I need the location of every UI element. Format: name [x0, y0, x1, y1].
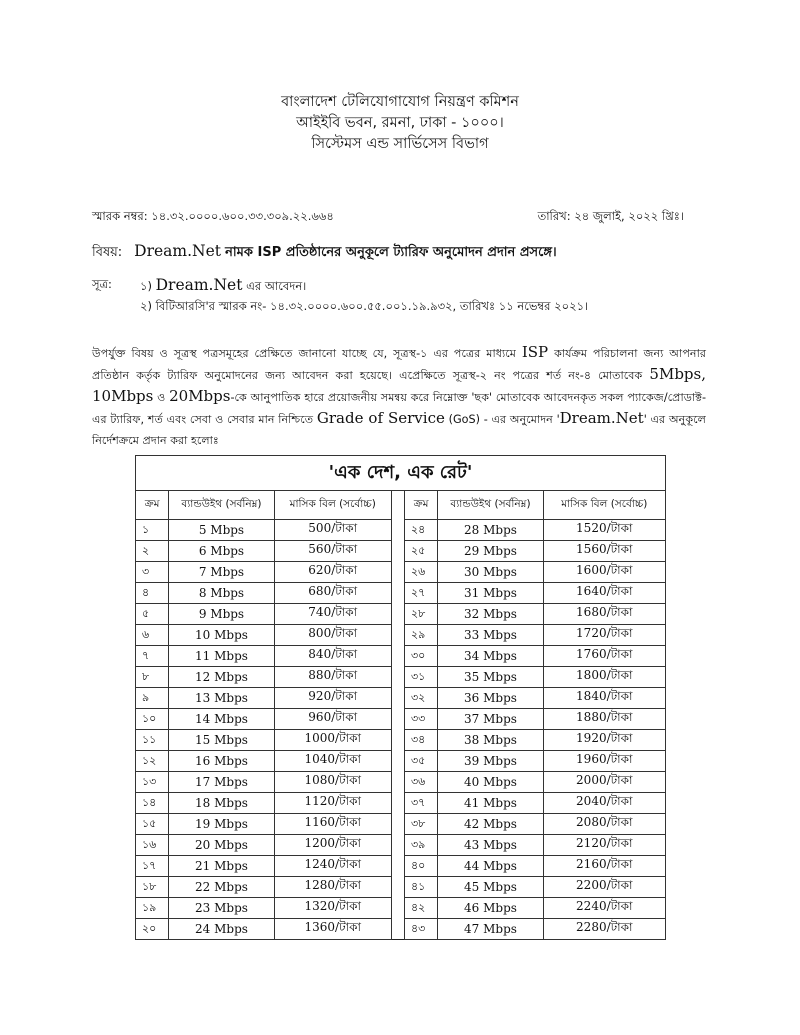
body-text-3: ও: [153, 391, 170, 404]
table-row: [136, 730, 666, 751]
price-cell: 1960/টাকা: [543, 751, 665, 772]
subject-isp-name: Dream.Net: [134, 242, 221, 260]
serial-cell: ১০: [136, 709, 169, 730]
price-cell: 1760/টাকা: [543, 646, 665, 667]
table-row: [136, 835, 666, 856]
memo-date: তারিখ: ২৪ জুলাই, ২০২২ খ্রিঃ।: [537, 209, 684, 223]
price-cell: 1800/টাকা: [543, 667, 665, 688]
price-cell: 1160/টাকা: [274, 814, 391, 835]
price-cell: 1120/টাকা: [274, 793, 391, 814]
serial-cell: ১১: [136, 730, 169, 751]
serial-cell: ৪২: [405, 898, 438, 919]
column-gap: [391, 772, 404, 793]
serial-cell: ১৭: [136, 856, 169, 877]
table-row: [136, 898, 666, 919]
column-gap: [391, 709, 404, 730]
serial-cell: ২৭: [405, 583, 438, 604]
bandwidth-cell: 30 Mbps: [438, 562, 543, 583]
price-cell: 2280/টাকা: [543, 919, 665, 940]
table-row: [136, 919, 666, 940]
serial-cell: ৩: [136, 562, 169, 583]
table-row: [136, 709, 666, 730]
bandwidth-cell: 9 Mbps: [169, 604, 274, 625]
body-speeds: 5Mbps, 10Mbps: [92, 365, 706, 405]
organization-name: বাংলাদেশ টেলিযোগাযোগ নিয়ন্ত্রণ কমিশন: [281, 94, 519, 110]
body-text-5: (GoS) - এর অনুমোদন ': [444, 413, 560, 426]
bandwidth-cell: 36 Mbps: [438, 688, 543, 709]
bandwidth-cell: 15 Mbps: [169, 730, 274, 751]
table-row: [136, 667, 666, 688]
price-cell: 1920/টাকা: [543, 730, 665, 751]
bandwidth-cell: 47 Mbps: [438, 919, 543, 940]
price-cell: 740/টাকা: [274, 604, 391, 625]
serial-cell: ২৬: [405, 562, 438, 583]
table-row: [136, 688, 666, 709]
header-bill-right: মাসিক বিল (সর্বোচ্চ): [543, 491, 665, 520]
column-gap: [391, 856, 404, 877]
bandwidth-cell: 6 Mbps: [169, 541, 274, 562]
serial-cell: ২৯: [405, 625, 438, 646]
serial-cell: ৭: [136, 646, 169, 667]
serial-cell: ৩৯: [405, 835, 438, 856]
bandwidth-cell: 35 Mbps: [438, 667, 543, 688]
body-text-4: -কে আনুপাতিক হারে প্রয়োজনীয় সমন্বয় করে নিম্নোক্ত 'ছক' মোতাবেক আবেদনকৃত সকল প্যাকেজ/প্রোডাক্ট-এর ট্যারিফ, শর্ত এবং সেবা ও সেবার মান নিশ্চিতে: [92, 391, 706, 426]
bandwidth-cell: 7 Mbps: [169, 562, 274, 583]
price-cell: 1200/টাকা: [274, 835, 391, 856]
bandwidth-cell: 37 Mbps: [438, 709, 543, 730]
body-speed-3: 20Mbps: [169, 387, 231, 405]
column-gap: [391, 751, 404, 772]
bandwidth-cell: 41 Mbps: [438, 793, 543, 814]
table-row: [136, 772, 666, 793]
price-cell: 1720/টাকা: [543, 625, 665, 646]
price-cell: 2160/টাকা: [543, 856, 665, 877]
column-gap: [391, 688, 404, 709]
table-row: [136, 541, 666, 562]
column-gap: [391, 491, 404, 520]
serial-cell: ১৫: [136, 814, 169, 835]
serial-cell: ৩৭: [405, 793, 438, 814]
bandwidth-cell: 14 Mbps: [169, 709, 274, 730]
serial-cell: ৩০: [405, 646, 438, 667]
serial-cell: ২৫: [405, 541, 438, 562]
serial-cell: ১৯: [136, 898, 169, 919]
reference-1-name: Dream.Net: [155, 276, 243, 294]
column-gap: [391, 919, 404, 940]
reference-1: [140, 276, 306, 297]
bandwidth-cell: 12 Mbps: [169, 667, 274, 688]
column-gap: [391, 646, 404, 667]
price-cell: 1880/টাকা: [543, 709, 665, 730]
column-gap: [391, 835, 404, 856]
bandwidth-cell: 8 Mbps: [169, 583, 274, 604]
price-cell: 1000/টাকা: [274, 730, 391, 751]
bandwidth-cell: 46 Mbps: [438, 898, 543, 919]
column-gap: [391, 583, 404, 604]
bandwidth-cell: 42 Mbps: [438, 814, 543, 835]
price-cell: 2200/টাকা: [543, 877, 665, 898]
column-gap: [391, 814, 404, 835]
serial-cell: ১৪: [136, 793, 169, 814]
header-bandwidth-right: ব্যান্ডউইথ (সর্বনিম্ন): [438, 491, 543, 520]
price-cell: 960/টাকা: [274, 709, 391, 730]
references-label: সূত্র:: [92, 277, 112, 291]
price-cell: 500/টাকা: [274, 520, 391, 541]
column-gap: [391, 877, 404, 898]
serial-cell: ৬: [136, 625, 169, 646]
price-cell: 620/টাকা: [274, 562, 391, 583]
price-cell: 1040/টাকা: [274, 751, 391, 772]
table-row: [136, 604, 666, 625]
serial-cell: ৩৪: [405, 730, 438, 751]
serial-cell: ১৬: [136, 835, 169, 856]
table-title: 'এক দেশ, এক রেট': [136, 456, 666, 491]
serial-cell: ১৩: [136, 772, 169, 793]
subject-label: বিষয়:: [92, 245, 123, 260]
price-cell: 2240/টাকা: [543, 898, 665, 919]
bandwidth-cell: 10 Mbps: [169, 625, 274, 646]
price-cell: 1560/টাকা: [543, 541, 665, 562]
reference-1-prefix: ১): [140, 279, 156, 293]
serial-cell: ২৮: [405, 604, 438, 625]
table-row: [136, 814, 666, 835]
reference-2: ২) বিটিআরসি'র স্মারক নং- ১৪.৩২.০০০০.৬০০.৫৫.০০১.১৯.৯৩২, তারিখঃ ১১ নভেম্বর ২০২১।: [140, 299, 589, 313]
column-gap: [391, 625, 404, 646]
bandwidth-cell: 22 Mbps: [169, 877, 274, 898]
bandwidth-cell: 38 Mbps: [438, 730, 543, 751]
table-header-row: [136, 491, 666, 520]
bandwidth-cell: 17 Mbps: [169, 772, 274, 793]
column-gap: [391, 604, 404, 625]
bandwidth-cell: 20 Mbps: [169, 835, 274, 856]
price-cell: 1280/টাকা: [274, 877, 391, 898]
serial-cell: ৩৬: [405, 772, 438, 793]
price-cell: 680/টাকা: [274, 583, 391, 604]
price-cell: 2120/টাকা: [543, 835, 665, 856]
body-text-1: উপর্যুক্ত বিষয় ও সূত্রস্থ পত্রসমূহের প্রেক্ষিতে জানানো যাচ্ছে যে, সূত্রস্থ-১ এর পত্রের মাধ্যমে: [92, 347, 522, 360]
serial-cell: ৩১: [405, 667, 438, 688]
bandwidth-cell: 19 Mbps: [169, 814, 274, 835]
subject-text: নামক ISP প্রতিষ্ঠানের অনুকূলে ট্যারিফ অনুমোদন প্রদান প্রসঙ্গে।: [225, 245, 557, 260]
serial-cell: ৯: [136, 688, 169, 709]
price-cell: 840/টাকা: [274, 646, 391, 667]
bandwidth-cell: 11 Mbps: [169, 646, 274, 667]
division-name: সিস্টেমস এন্ড সার্ভিসেস বিভাগ: [311, 136, 489, 152]
header-serial-left: ক্রম: [136, 491, 169, 520]
serial-cell: ৪১: [405, 877, 438, 898]
column-gap: [391, 793, 404, 814]
bandwidth-cell: 33 Mbps: [438, 625, 543, 646]
bandwidth-cell: 28 Mbps: [438, 520, 543, 541]
table-row: [136, 856, 666, 877]
header-bandwidth-left: ব্যান্ডউইথ (সর্বনিম্ন): [169, 491, 274, 520]
bandwidth-cell: 34 Mbps: [438, 646, 543, 667]
organization-address: আইইবি ভবন, রমনা, ঢাকা - ১০০০।: [296, 115, 504, 131]
price-cell: 1240/টাকা: [274, 856, 391, 877]
bandwidth-cell: 23 Mbps: [169, 898, 274, 919]
price-cell: 2000/টাকা: [543, 772, 665, 793]
serial-cell: ৪: [136, 583, 169, 604]
body-text-6: ' এর অনুকূলে নির্দেশক্রমে প্রদান করা হলোঃ: [92, 413, 706, 447]
bandwidth-cell: 40 Mbps: [438, 772, 543, 793]
table-row: [136, 646, 666, 667]
body-text-2: কার্যক্রম পরিচালনা জন্য আপনার প্রতিষ্ঠান কর্তৃক ট্যারিফ অনুমোদনের জন্য আবেদন করা হয়েছে। এপ্রেক্ষিতে সূত্রস্থ-২ নং পত্রের শর্ত নং-৪ মোতাবেক: [92, 347, 707, 382]
table-row: [136, 520, 666, 541]
serial-cell: ৫: [136, 604, 169, 625]
bandwidth-cell: 16 Mbps: [169, 751, 274, 772]
serial-cell: ৩৮: [405, 814, 438, 835]
serial-cell: ২: [136, 541, 169, 562]
table-row: [136, 751, 666, 772]
tariff-table: [135, 455, 666, 940]
header-serial-right: ক্রম: [405, 491, 438, 520]
table-row: [136, 793, 666, 814]
memo-number: স্মারক নম্বর: ১৪.৩২.০০০০.৬০০.৩৩.৩০৯.২২.৬৬৪: [92, 209, 334, 223]
letterhead: [0, 92, 800, 155]
price-cell: 1520/টাকা: [543, 520, 665, 541]
reference-1-suffix: এর আবেদন।: [242, 279, 307, 293]
serial-cell: ৮: [136, 667, 169, 688]
column-gap: [391, 898, 404, 919]
price-cell: 560/টাকা: [274, 541, 391, 562]
subject-line: [92, 242, 712, 264]
serial-cell: ৪৩: [405, 919, 438, 940]
price-cell: 880/টাকা: [274, 667, 391, 688]
body-name: Dream.Net: [559, 409, 644, 427]
bandwidth-cell: 45 Mbps: [438, 877, 543, 898]
serial-cell: ২০: [136, 919, 169, 940]
bandwidth-cell: 29 Mbps: [438, 541, 543, 562]
column-gap: [391, 562, 404, 583]
serial-cell: ১: [136, 520, 169, 541]
bandwidth-cell: 18 Mbps: [169, 793, 274, 814]
price-cell: 920/টাকা: [274, 688, 391, 709]
column-gap: [391, 541, 404, 562]
table-row: [136, 583, 666, 604]
price-cell: 1080/টাকা: [274, 772, 391, 793]
body-gos: Grade of Service: [316, 409, 445, 427]
serial-cell: ১৮: [136, 877, 169, 898]
table-row: [136, 625, 666, 646]
serial-cell: ৪০: [405, 856, 438, 877]
bandwidth-cell: 5 Mbps: [169, 520, 274, 541]
column-gap: [391, 730, 404, 751]
header-bill-left: মাসিক বিল (সর্বোচ্চ): [274, 491, 391, 520]
bandwidth-cell: 21 Mbps: [169, 856, 274, 877]
serial-cell: ২৪: [405, 520, 438, 541]
serial-cell: ৩২: [405, 688, 438, 709]
bandwidth-cell: 32 Mbps: [438, 604, 543, 625]
bandwidth-cell: 24 Mbps: [169, 919, 274, 940]
price-cell: 2080/টাকা: [543, 814, 665, 835]
price-cell: 800/টাকা: [274, 625, 391, 646]
price-cell: 1600/টাকা: [543, 562, 665, 583]
body-paragraph: [92, 342, 706, 451]
bandwidth-cell: 31 Mbps: [438, 583, 543, 604]
serial-cell: ১২: [136, 751, 169, 772]
price-cell: 1640/টাকা: [543, 583, 665, 604]
price-cell: 2040/টাকা: [543, 793, 665, 814]
column-gap: [391, 667, 404, 688]
bandwidth-cell: 43 Mbps: [438, 835, 543, 856]
column-gap: [391, 520, 404, 541]
table-row: [136, 562, 666, 583]
serial-cell: ৩৩: [405, 709, 438, 730]
price-cell: 1840/টাকা: [543, 688, 665, 709]
bandwidth-cell: 44 Mbps: [438, 856, 543, 877]
bandwidth-cell: 39 Mbps: [438, 751, 543, 772]
price-cell: 1320/টাকা: [274, 898, 391, 919]
bandwidth-cell: 13 Mbps: [169, 688, 274, 709]
body-isp: ISP: [521, 343, 549, 361]
table-row: [136, 877, 666, 898]
price-cell: 1360/টাকা: [274, 919, 391, 940]
price-cell: 1680/টাকা: [543, 604, 665, 625]
serial-cell: ৩৫: [405, 751, 438, 772]
